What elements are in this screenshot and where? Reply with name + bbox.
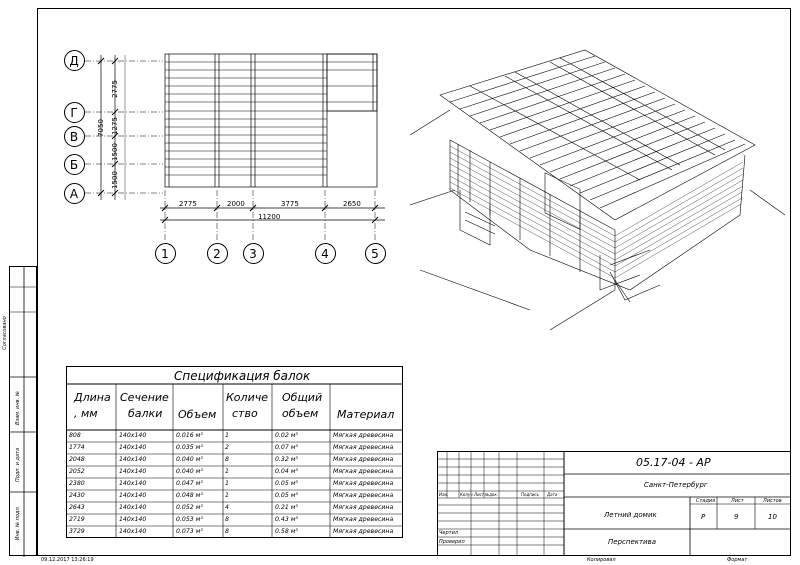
col-total: 11200 [258, 213, 281, 221]
beam-plan-lines [55, 40, 410, 270]
sheet-code: 05.17-04 - АР [636, 456, 711, 469]
axis-row-a: А [69, 187, 79, 201]
perspective-lines [410, 40, 785, 340]
city: Санкт-Петербург [644, 481, 708, 489]
strip-replace-inv: Взам. инв. № [15, 391, 21, 425]
stage-header: Стадия [696, 498, 716, 504]
spec-header-total: Общий [282, 391, 323, 404]
col-dim: 2650 [343, 200, 361, 208]
spec-cell-qty: 1 [225, 432, 229, 439]
spec-title: Спецификация балок [174, 369, 311, 383]
spec-cell-length: 2052 [69, 468, 85, 475]
row-dim: 1275 [110, 117, 119, 135]
sheets-header: Листов [763, 498, 782, 504]
spec-cell-qty: 4 [225, 504, 229, 511]
spec-cell-volume: 0.040 м³ [176, 456, 203, 463]
spec-cell-length: 2430 [69, 492, 85, 499]
strip-agreed: Согласовано [2, 316, 8, 350]
stage-value: Р [701, 513, 706, 521]
col-dim: 2775 [179, 200, 197, 208]
spec-cell-section: 140x140 [119, 492, 147, 499]
spec-cell-total: 0.43 м³ [275, 516, 298, 523]
spec-cell-length: 3729 [69, 528, 85, 535]
spec-cell-length: 2643 [69, 504, 85, 511]
spec-header-quantity: Количе [226, 391, 268, 404]
sheet-number: 9 [734, 513, 739, 521]
spec-header-length: Длина [74, 391, 111, 404]
spec-cell-qty: 8 [225, 528, 229, 535]
spec-header-section-2: балки [128, 407, 163, 420]
spec-cell-total: 0.04 м³ [275, 468, 298, 475]
print-timestamp: 09.12.2017 13:26:19 [41, 557, 94, 563]
spec-cell-qty: 2 [225, 444, 229, 451]
spec-cell-total: 0.05 м³ [275, 492, 298, 499]
spec-cell-total: 0.32 м³ [275, 456, 298, 463]
col-header-list: Лист [474, 492, 485, 497]
spec-cell-length: 2048 [69, 456, 85, 463]
sheet-header: Лист [731, 498, 744, 504]
axis-row-g: Г [70, 106, 78, 120]
spec-cell-material: Мягкая древесина [333, 468, 394, 475]
spec-cell-qty: 1 [225, 492, 229, 499]
spec-cell-total: 0.02 м³ [275, 432, 298, 439]
spec-cell-material: Мягкая древесина [333, 492, 394, 499]
spec-cell-volume: 0.016 м³ [176, 432, 203, 439]
title-block [437, 451, 791, 556]
spec-cell-qty: 8 [225, 516, 229, 523]
format-label: Формат [727, 557, 748, 563]
spec-cell-length: 2380 [69, 480, 85, 487]
col-header-ndoc: №док. [485, 492, 499, 497]
row-dim: 2775 [110, 80, 119, 98]
strip-inv-no: Инв. № подл. [15, 505, 21, 541]
axis-col-2: 2 [213, 247, 221, 261]
spec-cell-section: 140x140 [119, 528, 147, 535]
drawn-by: Чертил [439, 530, 459, 536]
spec-cell-section: 140x140 [119, 456, 147, 463]
spec-cell-section: 140x140 [119, 480, 147, 487]
col-header-koluch: Колуч. [460, 492, 474, 497]
spec-header-section: Сечение [120, 391, 169, 404]
spec-cell-total: 0.07 м³ [275, 444, 298, 451]
perspective-view [410, 40, 785, 340]
spec-cell-section: 140x140 [119, 432, 147, 439]
spec-cell-volume: 0.035 м³ [176, 444, 203, 451]
strip-sign-date: Подп. и дата [15, 447, 21, 483]
spec-header-quantity-2: ство [232, 407, 258, 420]
spec-cell-material: Мягкая древесина [333, 456, 394, 463]
row-dim: 1500 [110, 171, 119, 189]
spec-cell-length: 808 [69, 432, 81, 439]
axis-row-d: Д [69, 54, 79, 68]
spec-header-length-unit: , мм [74, 407, 98, 420]
spec-cell-volume: 0.053 м³ [176, 516, 203, 523]
spec-header-material: Материал [337, 408, 395, 421]
spec-cell-total: 0.58 м³ [275, 528, 298, 535]
col-dim: 2000 [227, 200, 245, 208]
col-header-izm: Изм. [439, 492, 449, 497]
axis-row-v: В [69, 130, 79, 144]
col-header-date: Дата [547, 492, 558, 497]
axis-row-b: Б [69, 158, 79, 172]
spec-cell-length: 1774 [69, 444, 85, 451]
spec-cell-qty: 8 [225, 456, 229, 463]
spec-cell-qty: 1 [225, 480, 229, 487]
spec-cell-volume: 0.073 м³ [176, 528, 203, 535]
spec-cell-volume: 0.040 м³ [176, 468, 203, 475]
spec-cell-section: 140x140 [119, 516, 147, 523]
spec-header-volume: Объем [178, 408, 217, 421]
spec-cell-section: 140x140 [119, 468, 147, 475]
spec-cell-volume: 0.047 м³ [176, 480, 203, 487]
spec-cell-material: Мягкая древесина [333, 480, 394, 487]
spec-cell-section: 140x140 [119, 504, 147, 511]
spec-cell-total: 0.21 м³ [275, 504, 298, 511]
spec-cell-section: 140x140 [119, 444, 147, 451]
spec-cell-length: 2719 [69, 516, 85, 523]
project-name: Летний домик [604, 511, 657, 519]
checked-by: Проверил [439, 539, 465, 545]
axis-col-5: 5 [371, 247, 379, 261]
spec-cell-material: Мягкая древесина [333, 444, 394, 451]
sheets-total: 10 [768, 513, 777, 521]
sheet-title: Перспектива [608, 538, 657, 546]
beam-plan [55, 40, 410, 270]
spec-cell-material: Мягкая древесина [333, 528, 394, 535]
beam-spec-table [66, 366, 403, 538]
side-strip [9, 266, 37, 556]
col-dim: 3775 [281, 200, 299, 208]
spec-cell-volume: 0.048 м³ [176, 492, 203, 499]
row-dim: 1500 [110, 143, 119, 161]
axis-col-1: 1 [161, 247, 169, 261]
spec-cell-material: Мягкая древесина [333, 516, 394, 523]
copied-label: Копировал [587, 557, 616, 563]
row-total: 7050 [96, 119, 105, 137]
spec-cell-material: Мягкая древесина [333, 504, 394, 511]
col-header-sign: Подпись [521, 492, 539, 497]
spec-cell-qty: 1 [225, 468, 229, 475]
spec-cell-total: 0.05 м³ [275, 480, 298, 487]
spec-cell-material: Мягкая древесина [333, 432, 394, 439]
spec-header-total-2: объем [282, 407, 319, 420]
spec-cell-volume: 0.052 м³ [176, 504, 203, 511]
axis-col-4: 4 [321, 247, 329, 261]
axis-col-3: 3 [249, 247, 257, 261]
